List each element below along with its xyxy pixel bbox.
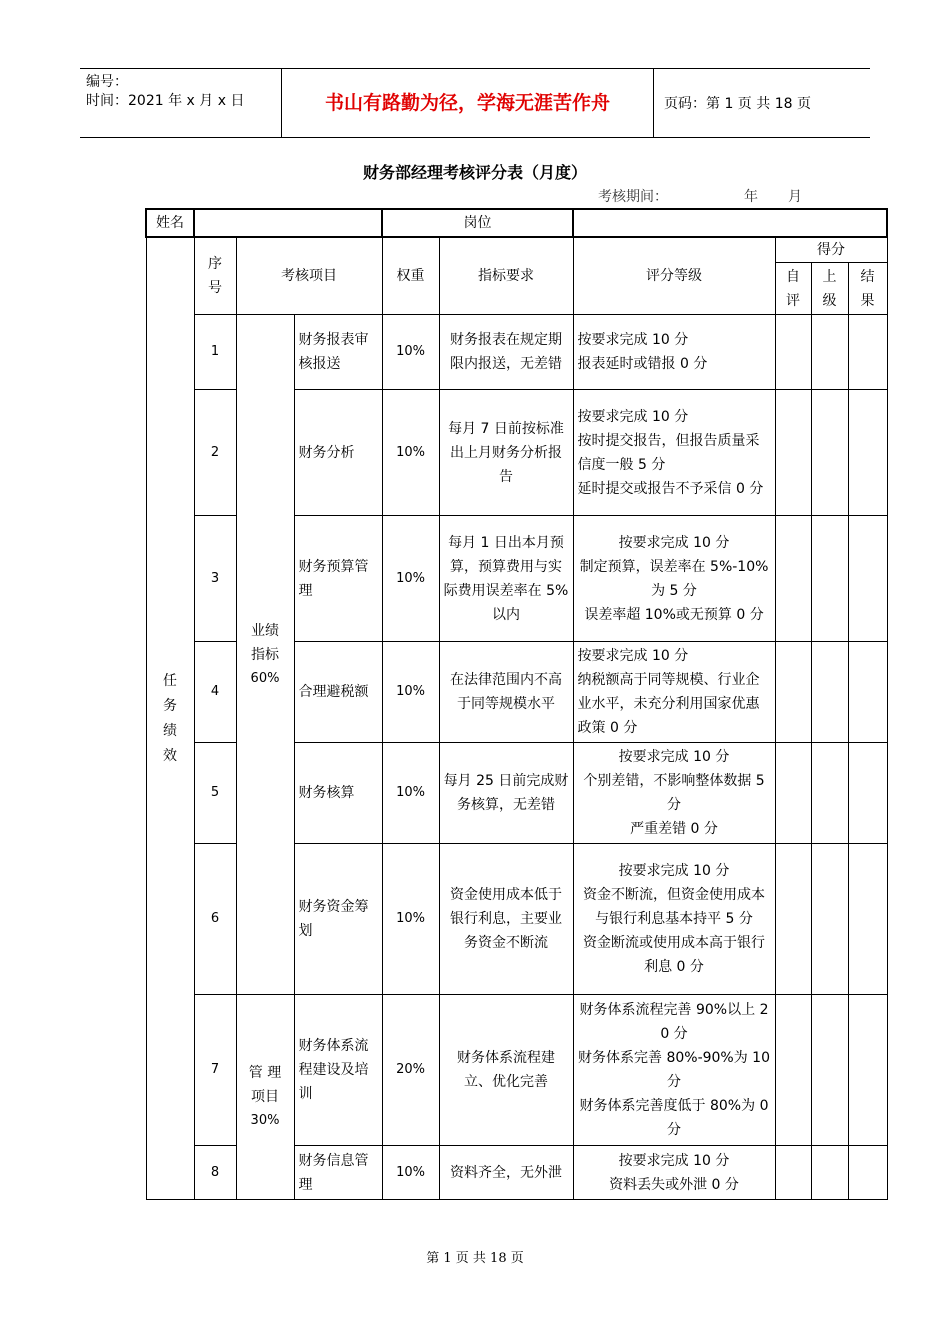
position-field[interactable]	[573, 209, 887, 237]
table-row	[146, 315, 887, 390]
row-requirement: 资金使用成本低于银行利息，主要业务资金不断流	[439, 844, 573, 995]
info-row	[146, 209, 887, 237]
result-score[interactable]	[848, 995, 887, 1146]
category-weight: 30%	[250, 1113, 280, 1128]
category-performance	[236, 315, 294, 995]
row-item: 合理避税额	[294, 642, 382, 743]
superior-score[interactable]	[811, 1146, 848, 1200]
row-item: 财务核算	[294, 743, 382, 844]
self-score[interactable]	[775, 315, 811, 390]
row-seq: 7	[194, 995, 236, 1146]
row-item: 财务分析	[294, 390, 382, 516]
section-label	[146, 237, 194, 1200]
row-seq: 1	[194, 315, 236, 390]
result-score[interactable]	[848, 1146, 887, 1200]
row-weight: 10%	[382, 390, 439, 516]
category-name: 管 理项目	[248, 1065, 282, 1105]
period-year: 年	[744, 189, 758, 205]
row-item: 财务体系流程建设及培训	[294, 995, 382, 1146]
header-meta	[80, 69, 282, 137]
assessment-period	[598, 186, 802, 206]
row-seq: 3	[194, 516, 236, 642]
superior-score[interactable]	[811, 315, 848, 390]
row-weight: 10%	[382, 516, 439, 642]
requirement-header: 指标要求	[439, 237, 573, 315]
row-requirement: 在法律范围内不高于同等规模水平	[439, 642, 573, 743]
date-label: 时间：2021 年 x 月 x 日	[86, 93, 245, 109]
number-label: 编号：	[86, 74, 128, 90]
position-label: 岗位	[382, 209, 573, 237]
row-requirement: 每月 1 日出本月预算，预算费用与实际费用误差率在 5%以内	[439, 516, 573, 642]
table-row	[146, 995, 887, 1146]
row-item: 财务资金筹划	[294, 844, 382, 995]
name-label: 姓名	[146, 209, 194, 237]
row-grading: 按要求完成 10 分 个别差错，不影响整体数据 5 分 严重差错 0 分	[573, 743, 775, 844]
grading-header: 评分等级	[573, 237, 775, 315]
result-score[interactable]	[848, 516, 887, 642]
result-score[interactable]	[848, 390, 887, 516]
superior-score[interactable]	[811, 516, 848, 642]
row-item: 财务报表审核报送	[294, 315, 382, 390]
row-item: 财务信息管理	[294, 1146, 382, 1200]
self-score[interactable]	[775, 743, 811, 844]
row-seq: 6	[194, 844, 236, 995]
evaluation-table	[145, 208, 888, 1200]
page-title: 财务部经理考核评分表（月度）	[362, 163, 587, 182]
section-text: 任务绩效	[163, 672, 177, 764]
superior-header-text: 上级	[822, 268, 837, 309]
category-weight: 60%	[250, 670, 280, 686]
self-header-text: 自评	[786, 268, 801, 309]
superior-header	[811, 263, 848, 315]
superior-score[interactable]	[811, 995, 848, 1146]
self-score[interactable]	[775, 642, 811, 743]
self-header	[775, 263, 811, 315]
row-requirement: 每月 25 日前完成财务核算，无差错	[439, 743, 573, 844]
category-name: 业绩指标	[251, 622, 279, 663]
seq-header	[194, 237, 236, 315]
superior-score[interactable]	[811, 642, 848, 743]
superior-score[interactable]	[811, 743, 848, 844]
motto: 书山有路勤为径，学海无涯苦作舟	[282, 69, 654, 137]
self-score[interactable]	[775, 844, 811, 995]
row-grading: 按要求完成 10 分 按时提交报告，但报告质量采信度一般 5 分 延时提交或报告不予采信 0 分	[573, 390, 775, 516]
page-info: 页码：第 1 页 共 18 页	[664, 96, 811, 112]
row-seq: 2	[194, 390, 236, 516]
row-requirement: 资料齐全，无外泄	[439, 1146, 573, 1200]
row-weight: 10%	[382, 1146, 439, 1200]
row-grading: 按要求完成 10 分 资料丢失或外泄 0 分	[573, 1146, 775, 1200]
row-requirement: 财务报表在规定期限内报送，无差错	[439, 315, 573, 390]
row-seq: 5	[194, 743, 236, 844]
row-requirement: 财务体系流程建立、优化完善	[439, 995, 573, 1146]
row-grading: 按要求完成 10 分 纳税额高于同等规模、行业企业水平，未充分利用国家优惠政策 0 分	[573, 642, 775, 743]
document-header	[80, 68, 870, 138]
item-header: 考核项目	[236, 237, 382, 315]
result-score[interactable]	[848, 844, 887, 995]
result-score[interactable]	[848, 642, 887, 743]
row-weight: 10%	[382, 642, 439, 743]
row-grading: 按要求完成 10 分 制定预算，误差率在 5%-10%为 5 分 误差率超 10%或无预算 0 分	[573, 516, 775, 642]
period-label: 考核期间：	[598, 189, 668, 205]
row-item: 财务预算管理	[294, 516, 382, 642]
row-grading: 财务体系流程完善 90%以上 20 分 财务体系完善 80%-90%为 10 分 财务体系完善度低于 80%为 0 分	[573, 995, 775, 1146]
superior-score[interactable]	[811, 390, 848, 516]
seq-header-text: 序号	[208, 256, 222, 296]
score-header: 得分	[775, 237, 887, 263]
self-score[interactable]	[775, 516, 811, 642]
name-field[interactable]	[194, 209, 382, 237]
category-management	[236, 995, 294, 1200]
result-header	[848, 263, 887, 315]
row-weight: 10%	[382, 844, 439, 995]
result-score[interactable]	[848, 743, 887, 844]
self-score[interactable]	[775, 1146, 811, 1200]
self-score[interactable]	[775, 390, 811, 516]
result-header-text: 结果	[860, 268, 875, 309]
row-seq: 8	[194, 1146, 236, 1200]
self-score[interactable]	[775, 995, 811, 1146]
header-row	[146, 237, 887, 263]
row-grading: 按要求完成 10 分 资金不断流，但资金使用成本与银行利息基本持平 5 分 资金断流或使用成本高于银行利息 0 分	[573, 844, 775, 995]
weight-header: 权重	[382, 237, 439, 315]
row-weight: 10%	[382, 743, 439, 844]
row-requirement: 每月 7 日前按标准出上月财务分析报告	[439, 390, 573, 516]
page-footer: 第 1 页 共 18 页	[426, 1251, 524, 1266]
row-grading: 按要求完成 10 分 报表延时或错报 0 分	[573, 315, 775, 390]
row-weight: 20%	[382, 995, 439, 1146]
row-weight: 10%	[382, 315, 439, 390]
result-score[interactable]	[848, 315, 887, 390]
row-seq: 4	[194, 642, 236, 743]
superior-score[interactable]	[811, 844, 848, 995]
period-month: 月	[788, 189, 802, 205]
